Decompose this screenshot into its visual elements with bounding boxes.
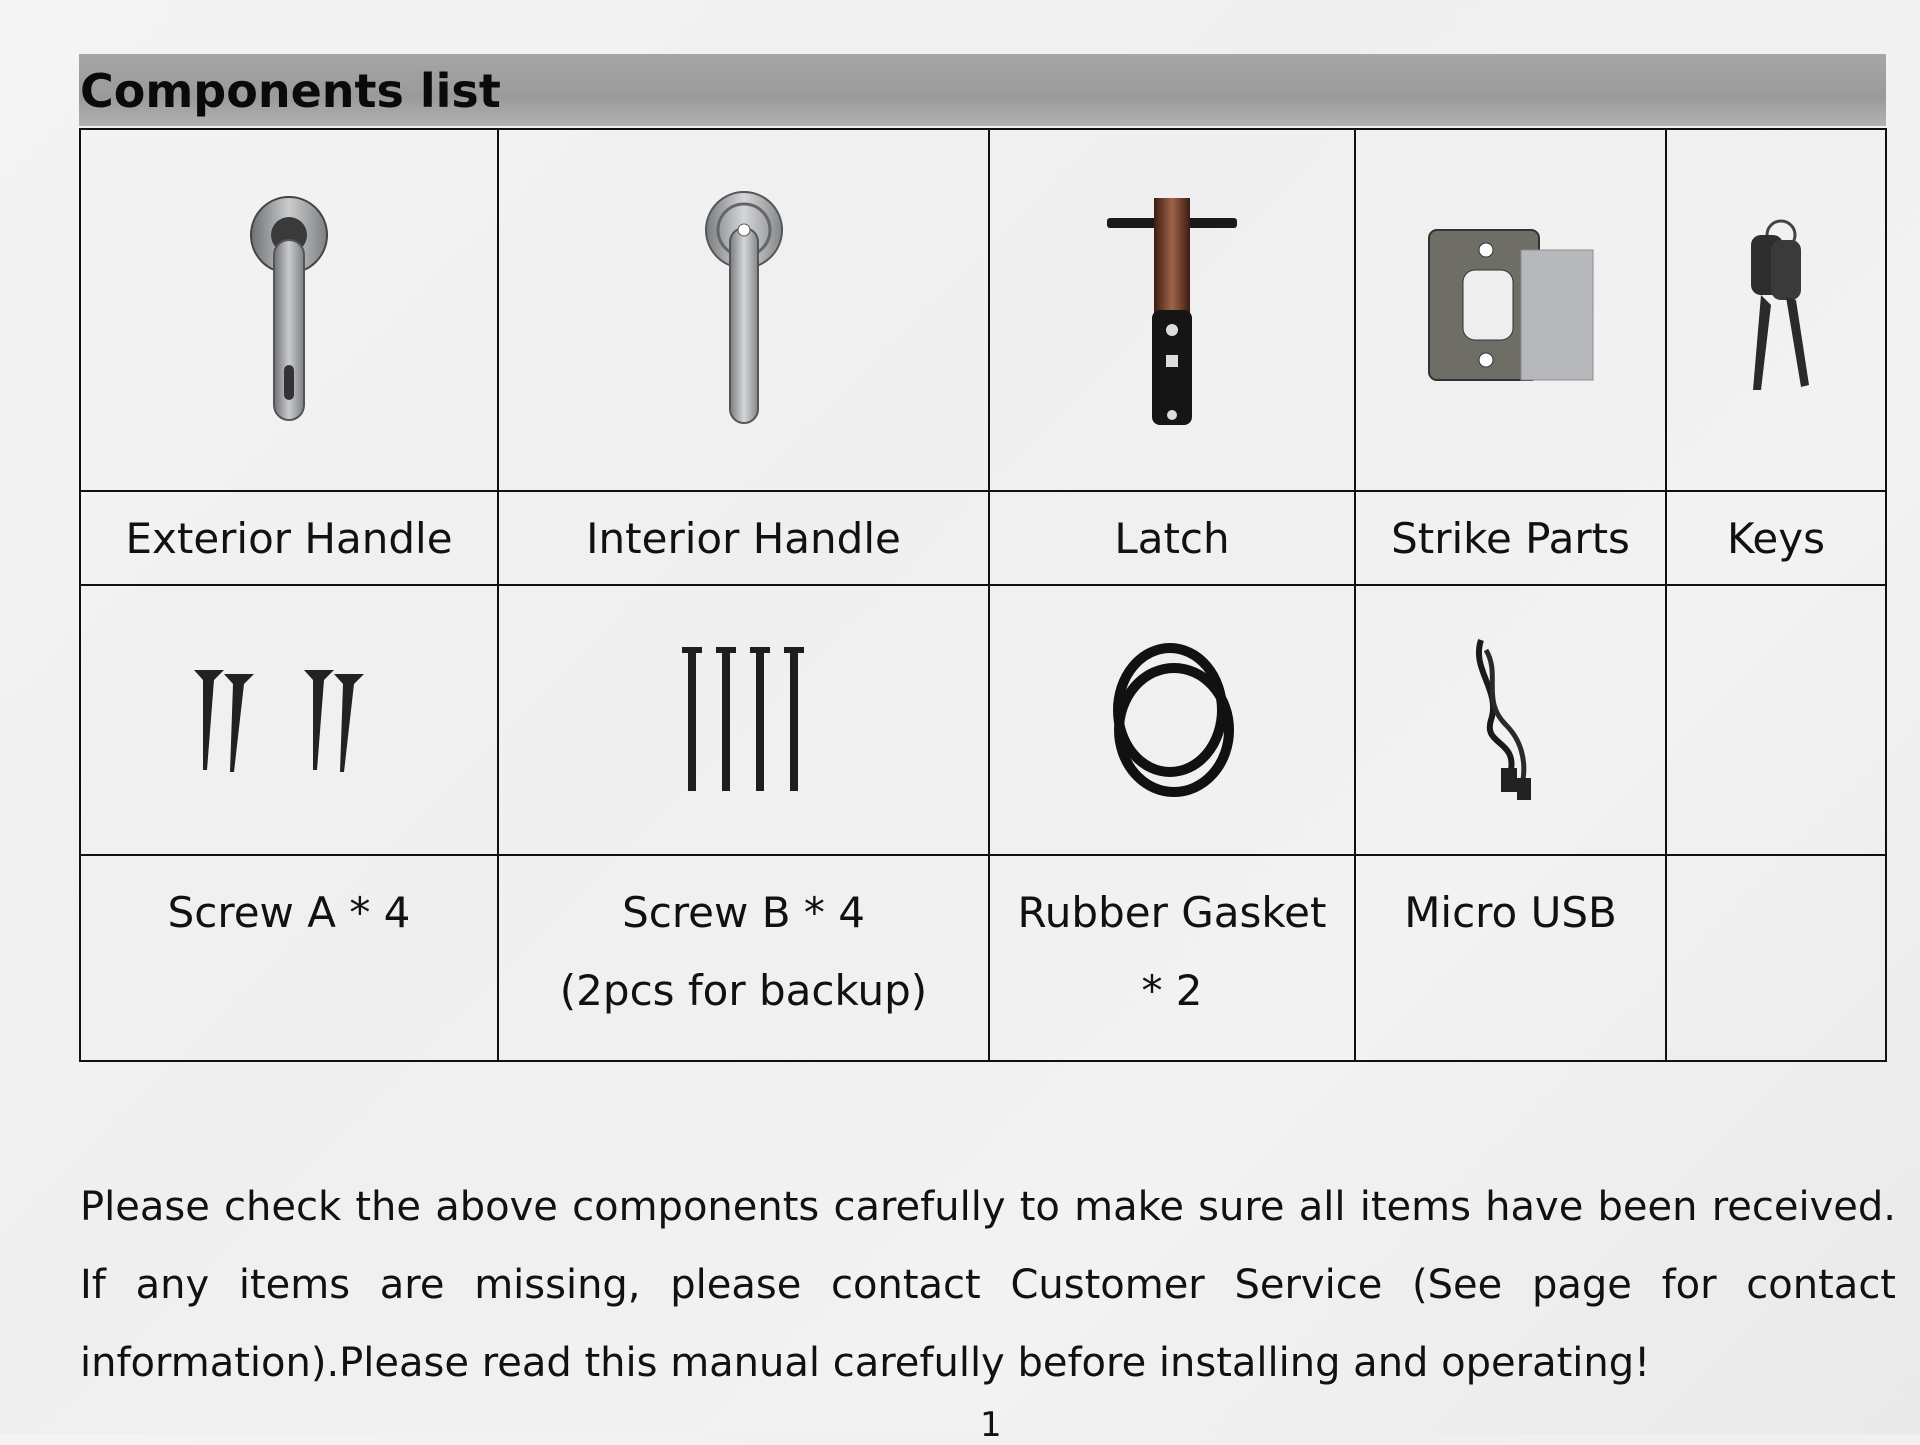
cell-exterior-handle-image	[80, 129, 498, 491]
page-number: 1	[980, 1405, 1002, 1445]
cell-rubber-gasket-image	[989, 585, 1355, 855]
keys-icon	[1731, 215, 1821, 405]
section-title: Components list	[80, 64, 501, 118]
micro-usb-cable-icon	[1461, 630, 1561, 810]
instruction-paragraph: Please check the above components carefully to make sure all items have been received. If any items are missing, please contact Customer Service (See page for contact information).Please read this manual carefully before installing and operating!	[80, 1184, 1896, 1386]
label-keys: Keys	[1666, 491, 1886, 585]
label-latch: Latch	[989, 491, 1355, 585]
label-screw-b: Screw B * 4 (2pcs for backup)	[498, 855, 989, 1061]
latch-icon	[1102, 190, 1242, 430]
cell-micro-usb-image	[1355, 585, 1666, 855]
label-interior-handle: Interior Handle	[498, 491, 989, 585]
cell-screw-a-image	[80, 585, 498, 855]
cell-keys-image	[1666, 129, 1886, 491]
cell-strike-parts-image	[1355, 129, 1666, 491]
cell-latch-image	[989, 129, 1355, 491]
cell-interior-handle-image	[498, 129, 989, 491]
screw-a-icon	[189, 660, 389, 780]
label-rubber-gasket: Rubber Gasket * 2	[989, 855, 1355, 1061]
label-exterior-handle: Exterior Handle	[80, 491, 498, 585]
rubber-gasket-icon	[1102, 635, 1242, 805]
cell-screw-b-image	[498, 585, 989, 855]
label-screw-a: Screw A * 4	[80, 855, 498, 1061]
strike-plate-icon	[1421, 220, 1601, 400]
label-micro-usb: Micro USB	[1355, 855, 1666, 1061]
label-strike-parts: Strike Parts	[1355, 491, 1666, 585]
screw-b-icon	[674, 645, 814, 795]
components-table	[79, 128, 1887, 1062]
cell-empty-image	[1666, 585, 1886, 855]
exterior-handle-icon	[239, 190, 339, 430]
label-empty	[1666, 855, 1886, 1061]
interior-handle-icon	[694, 190, 794, 430]
